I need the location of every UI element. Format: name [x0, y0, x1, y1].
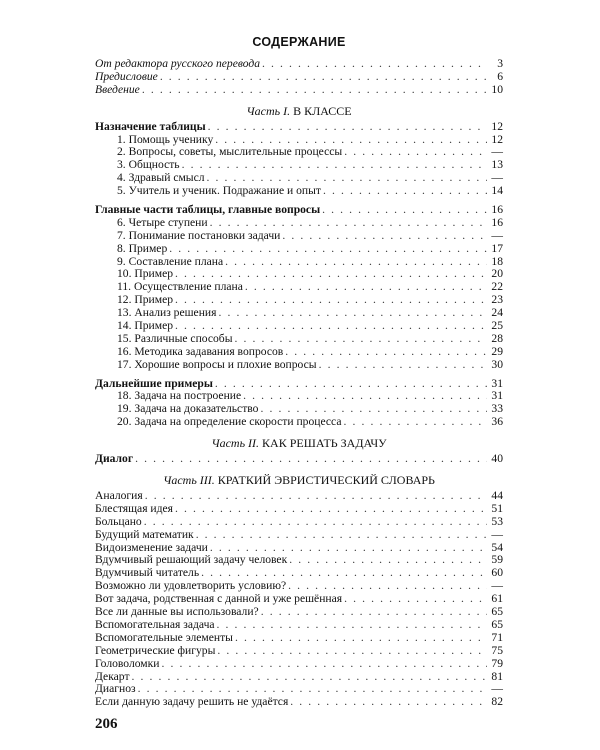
entry-label: 14. Пример	[117, 319, 174, 333]
entry-page: 18	[491, 254, 503, 268]
entry-page: 25	[491, 319, 503, 333]
entry-page: 3	[497, 56, 503, 70]
dot-leader	[319, 359, 487, 372]
dot-leader	[245, 281, 487, 294]
table-of-contents	[95, 34, 503, 709]
entry-label: 7. Понимание постановки задачи	[117, 228, 281, 242]
page-number: 206	[95, 716, 118, 732]
dot-leader	[132, 671, 487, 684]
dot-leader	[323, 185, 487, 198]
dot-leader	[344, 593, 487, 606]
chapter-entry[interactable]	[95, 416, 503, 429]
dictionary-entry[interactable]	[95, 503, 503, 516]
chapter-entry[interactable]	[95, 230, 503, 243]
chapter-entry[interactable]	[95, 320, 503, 333]
entry-label: 8. Пример	[117, 241, 168, 255]
dot-leader	[144, 516, 487, 529]
dictionary-entry[interactable]	[95, 632, 503, 645]
entry-page: 14	[491, 184, 503, 198]
dictionary-entry[interactable]	[95, 645, 503, 658]
entry-label: 15. Различные способы	[117, 331, 233, 345]
entry-page: 82	[491, 695, 503, 709]
dot-leader	[175, 503, 487, 516]
entry-label: Предисловие	[95, 69, 158, 83]
dot-leader	[282, 230, 487, 243]
entry-label: Назначение таблицы	[95, 119, 206, 133]
dot-leader	[175, 294, 487, 307]
dot-leader	[289, 554, 487, 567]
entry-label: Диагноз	[95, 682, 136, 696]
entry-label: Вспомогательные элементы	[95, 630, 233, 644]
entry-label: 13. Анализ решения	[117, 306, 217, 320]
entry-page: 44	[491, 489, 503, 503]
dictionary-entry[interactable]	[95, 516, 503, 529]
dot-leader	[135, 453, 487, 466]
entry-page: 6	[497, 69, 503, 83]
chapter-entry[interactable]	[95, 333, 503, 346]
entry-page: 12	[491, 132, 503, 146]
entry-page: 53	[491, 514, 503, 528]
part-heading	[95, 473, 503, 488]
entry-page: 20	[491, 267, 503, 281]
toc-entry[interactable]	[95, 58, 503, 71]
dot-leader	[196, 529, 487, 542]
dictionary-entry[interactable]	[95, 490, 503, 503]
entry-label: 3. Общность	[117, 158, 180, 172]
entry-page: —	[491, 228, 503, 242]
entry-page: 54	[491, 540, 503, 554]
entry-page: 12	[491, 119, 503, 133]
part-title: КАК РЕШАТЬ ЗАДАЧУ	[262, 436, 387, 451]
parts-section	[95, 104, 503, 710]
dot-leader	[290, 696, 487, 709]
entry-label: Главные части таблицы, главные вопросы	[95, 203, 321, 216]
dot-leader	[235, 333, 488, 346]
part-heading	[95, 104, 503, 119]
dot-leader	[182, 159, 487, 172]
dot-leader	[160, 71, 487, 84]
entry-page: 59	[491, 553, 503, 567]
entry-label: Головоломки	[95, 656, 160, 670]
entry-page: 31	[491, 389, 503, 403]
entry-label: 1. Помощь ученику	[117, 132, 214, 146]
entry-label: Декарт	[95, 669, 130, 683]
dot-leader	[215, 378, 487, 391]
entry-page: 16	[491, 215, 503, 229]
entry-label: 18. Задача на построение	[117, 389, 242, 403]
dictionary-entry[interactable]	[95, 619, 503, 632]
entry-page: 65	[491, 605, 503, 619]
entry-label: Вдумчивый читатель	[95, 566, 200, 580]
entry-page: 65	[491, 617, 503, 631]
toc-entry[interactable]	[95, 71, 503, 84]
entry-label: 5. Учитель и ученик. Подражание и опыт	[117, 184, 321, 198]
chapter-entry[interactable]	[95, 346, 503, 359]
entry-page: 22	[491, 280, 503, 294]
entry-label: 10. Пример	[117, 267, 174, 281]
entry-page: 23	[491, 293, 503, 307]
chapter-entry[interactable]	[95, 185, 503, 198]
section-heading-entry[interactable]	[95, 121, 503, 134]
entry-label: Блестящая идея	[95, 501, 174, 515]
entry-page: 33	[491, 402, 503, 416]
dictionary-entry[interactable]	[95, 671, 503, 684]
entry-label: 17. Хорошие вопросы и плохие вопросы	[117, 357, 317, 371]
entry-page: 28	[491, 331, 503, 345]
entry-page: 61	[491, 592, 503, 606]
intro-section	[95, 58, 503, 97]
entry-label: 12. Пример	[117, 293, 174, 307]
entry-label: Диалог	[95, 452, 134, 466]
chapter-entry[interactable]	[95, 243, 503, 256]
entry-label: Больцано	[95, 514, 142, 528]
entry-page: 40	[491, 452, 503, 466]
entry-label: 4. Здравый смысл	[117, 171, 205, 185]
entry-label: Видоизменение задачи	[95, 540, 208, 554]
entry-label: Все ли данные вы использовали?	[95, 605, 259, 619]
part-label: Часть I.	[246, 103, 291, 118]
part-title: В КЛАССЕ	[293, 103, 352, 118]
entry-page: —	[491, 579, 503, 593]
dot-leader	[210, 217, 487, 230]
chapter-entry[interactable]	[95, 217, 503, 230]
entry-label: 11. Осуществление плана	[117, 280, 243, 294]
entry-page: 51	[491, 501, 503, 515]
entry-page: 30	[491, 357, 503, 371]
dot-leader	[261, 606, 487, 619]
dot-leader	[322, 204, 487, 217]
dot-leader	[161, 658, 487, 671]
entry-page: 36	[491, 415, 503, 429]
entry-label: Введение	[95, 82, 140, 96]
entry-page: 13	[491, 158, 503, 172]
entry-page: —	[491, 145, 503, 159]
part-label: Часть III.	[163, 473, 215, 488]
entry-label: Вот задача, родственная с данной и уже решённая	[95, 592, 343, 606]
part-heading	[95, 436, 503, 451]
entry-page: —	[491, 682, 503, 696]
entry-label: 6. Четыре ступени	[117, 215, 208, 229]
dot-leader	[142, 84, 487, 97]
entry-label: Вдумчивый решающий задачу человек	[95, 553, 288, 567]
entry-page: 60	[491, 566, 503, 580]
entry-label: 9. Составление плана	[117, 254, 224, 268]
entry-page: 71	[491, 630, 503, 644]
entry-label: Если данную задачу решить не удаётся	[95, 695, 289, 709]
toc-title: СОДЕРЖАНИЕ	[252, 35, 346, 49]
dot-leader	[225, 256, 487, 269]
entry-label: 19. Задача на доказательство	[117, 402, 259, 416]
dot-leader	[285, 346, 487, 359]
dot-leader	[208, 121, 487, 134]
dot-leader	[217, 619, 487, 632]
dot-leader	[175, 320, 487, 333]
entry-label: Вспомогательная задача	[95, 617, 215, 631]
dot-leader	[218, 307, 487, 320]
dot-leader	[262, 58, 487, 71]
dictionary-entry[interactable]	[95, 696, 503, 709]
entry-page: 31	[491, 376, 503, 390]
chapter-entry[interactable]	[95, 359, 503, 372]
dot-leader	[217, 645, 487, 658]
entry-page: 79	[491, 656, 503, 670]
entry-label: Дальнейшие примеры	[95, 376, 213, 390]
entry-page: 24	[491, 306, 503, 320]
entry-page: 16	[491, 203, 503, 216]
entry-page: 10	[491, 82, 503, 96]
section-heading-entry[interactable]	[95, 453, 503, 466]
entry-page: 75	[491, 643, 503, 657]
entry-page: 81	[491, 669, 503, 683]
entry-page: —	[491, 171, 503, 185]
dictionary-entry[interactable]	[95, 529, 503, 542]
entry-label: От редактора русского перевода	[95, 56, 261, 70]
entry-label: 2. Вопросы, советы, мыслительные процессы	[117, 145, 343, 159]
dot-leader	[343, 416, 487, 429]
section-heading-entry[interactable]	[95, 204, 503, 217]
entry-label: 20. Задача на определение скорости процесса	[117, 415, 342, 429]
dot-leader	[169, 243, 487, 256]
toc-entry[interactable]	[95, 84, 503, 97]
entry-page: —	[491, 527, 503, 541]
entry-page: 17	[491, 241, 503, 255]
dictionary-entry[interactable]	[95, 658, 503, 671]
dot-leader	[235, 632, 487, 645]
dot-leader	[344, 146, 487, 159]
entry-label: Геометрические фигуры	[95, 643, 216, 657]
entry-label: Аналогия	[95, 489, 143, 503]
entry-label: 16. Методика задавания вопросов	[117, 344, 284, 358]
entry-page: 29	[491, 344, 503, 358]
dot-leader	[145, 490, 487, 503]
part-title: КРАТКИЙ ЭВРИСТИЧЕСКИЙ СЛОВАРЬ	[217, 473, 435, 488]
dot-leader	[243, 390, 487, 403]
entry-label: Будущий математик	[95, 527, 194, 541]
entry-label: Возможно ли удовлетворить условию?	[95, 579, 287, 593]
part-label: Часть II.	[211, 436, 260, 451]
